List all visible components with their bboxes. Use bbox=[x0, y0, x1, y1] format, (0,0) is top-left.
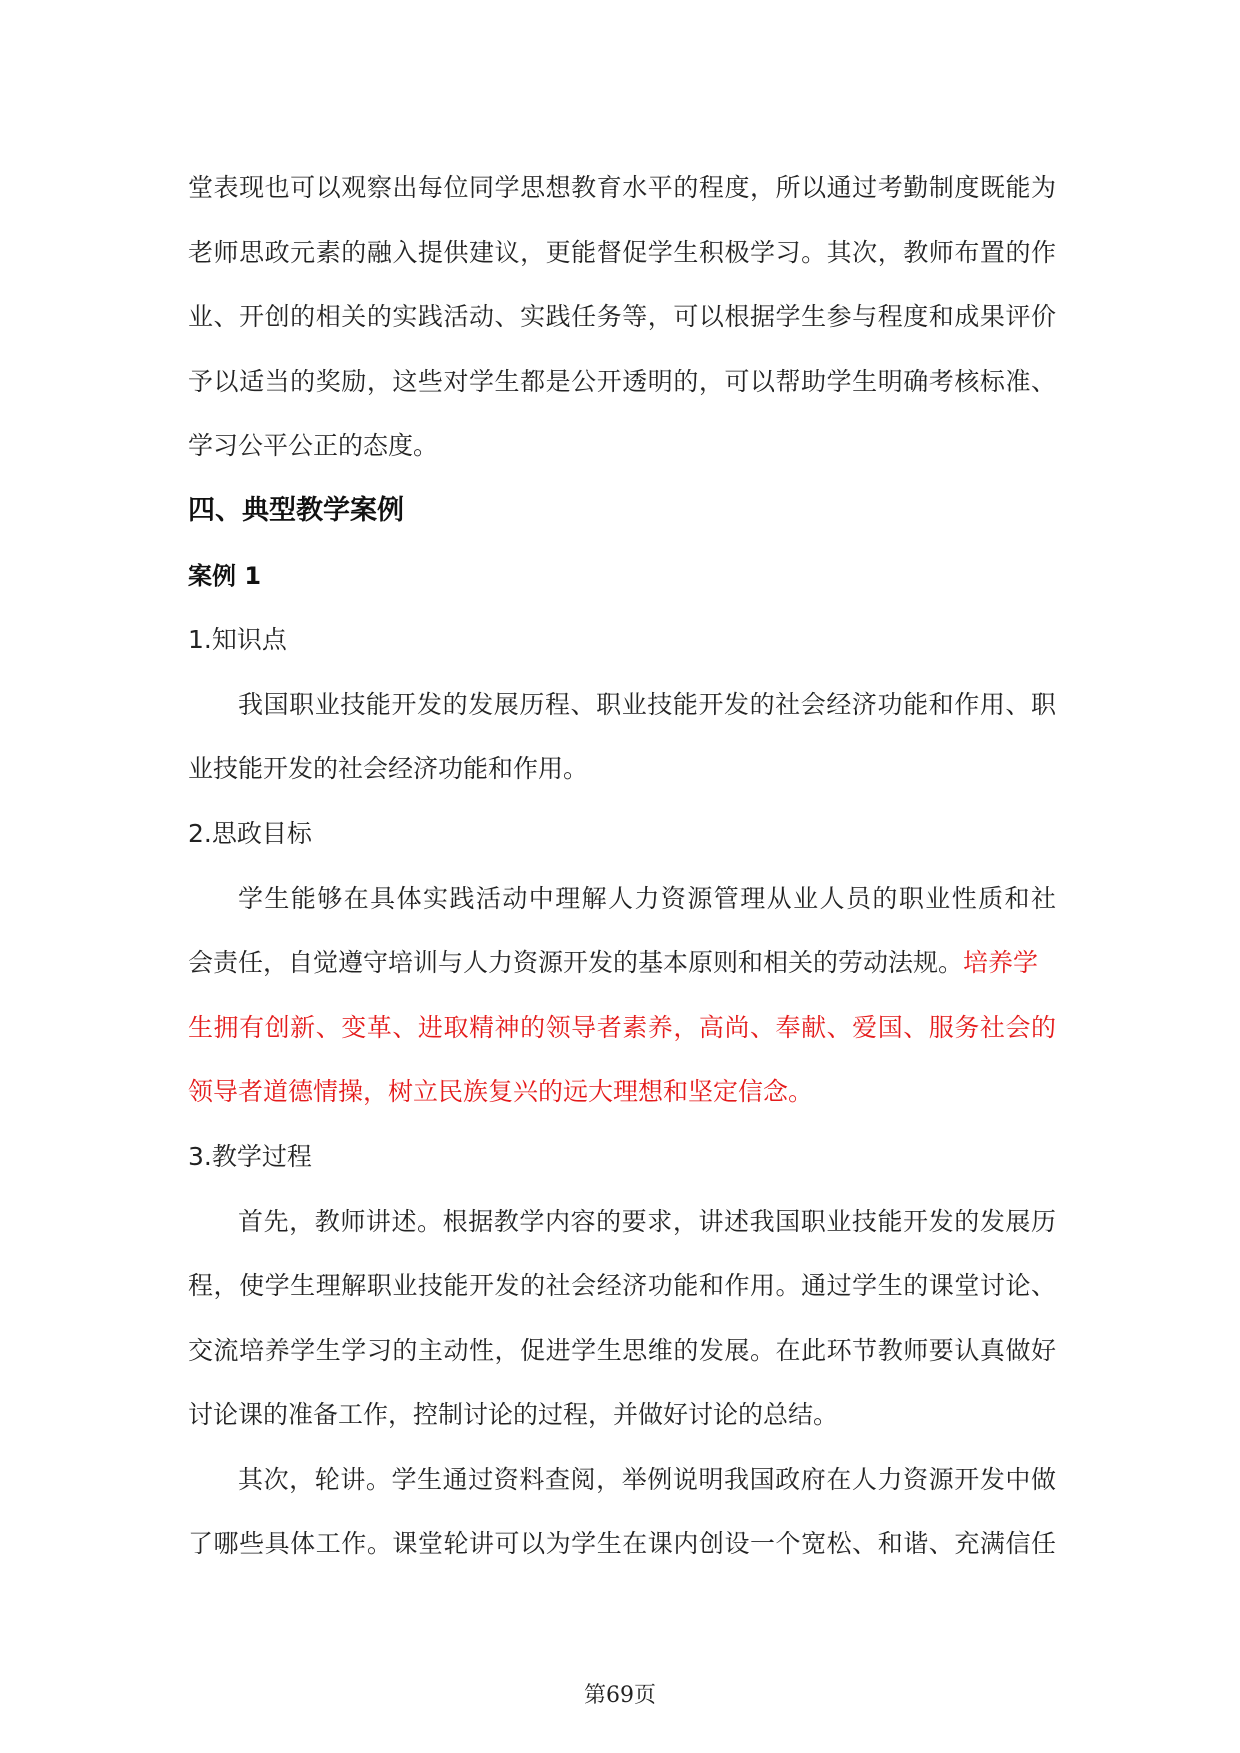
paragraph-line: 其次，轮讲。学生通过资料查阅，举例说明我国政府在人力资源开发中做 bbox=[238, 1464, 1056, 1494]
paragraph-line: 堂表现也可以观察出每位同学思想教育水平的程度，所以通过考勤制度既能为 bbox=[188, 173, 1056, 202]
paragraph-line: 业、开创的相关的实践活动、实践任务等，可以根据学生参与程度和成果评价 bbox=[188, 302, 1056, 332]
section-heading: 四、典型教学案例 bbox=[188, 494, 404, 526]
paragraph-line-mixed bbox=[188, 931, 1056, 996]
highlighted-text: 培养学 bbox=[963, 948, 1039, 978]
page-number: 第69页 bbox=[584, 1683, 656, 1708]
paragraph-line: 首先，教师讲述。根据教学内容的要求，讲述我国职业技能开发的发展历 bbox=[238, 1206, 1056, 1236]
subheading-knowledge: 1.知识点 bbox=[188, 625, 287, 655]
paragraph-line: 程，使学生理解职业技能开发的社会经济功能和作用。通过学生的课堂讨论、 bbox=[188, 1271, 1056, 1301]
paragraph-line: 学习公平公正的态度。 bbox=[188, 431, 439, 461]
paragraph-line: 予以适当的奖励，这些对学生都是公开透明的，可以帮助学生明确考核标准、 bbox=[188, 366, 1056, 396]
subheading-goal: 2.思政目标 bbox=[188, 818, 312, 848]
paragraph-line: 了哪些具体工作。课堂轮讲可以为学生在课内创设一个宽松、和谐、充满信任 bbox=[188, 1529, 1056, 1559]
highlighted-line: 领导者道德情操，树立民族复兴的远大理想和坚定信念。 bbox=[188, 1077, 814, 1107]
page-content bbox=[188, 156, 1056, 1577]
highlighted-line: 生拥有创新、变革、进取精神的领导者素养，高尚、奉献、爱国、服务社会的 bbox=[188, 1012, 1056, 1042]
subheading-process: 3.教学过程 bbox=[188, 1141, 312, 1171]
paragraph-text: 会责任，自觉遵守培训与人力资源开发的基本原则和相关的劳动法规。 bbox=[188, 948, 964, 978]
paragraph-line: 我国职业技能开发的发展历程、职业技能开发的社会经济功能和作用、职 bbox=[238, 689, 1056, 719]
paragraph-line: 交流培养学生学习的主动性，促进学生思维的发展。在此环节教师要认真做好 bbox=[188, 1335, 1056, 1365]
paragraph-line: 老师思政元素的融入提供建议，更能督促学生积极学习。其次，教师布置的作 bbox=[188, 237, 1056, 267]
paragraph-line: 学生能够在具体实践活动中理解人力资源管理从业人员的职业性质和社 bbox=[238, 883, 1056, 913]
paragraph-line: 业技能开发的社会经济功能和作用。 bbox=[188, 754, 589, 784]
case-heading: 案例 1 bbox=[188, 561, 262, 590]
paragraph-line: 讨论课的准备工作，控制讨论的过程，并做好讨论的总结。 bbox=[188, 1400, 839, 1430]
